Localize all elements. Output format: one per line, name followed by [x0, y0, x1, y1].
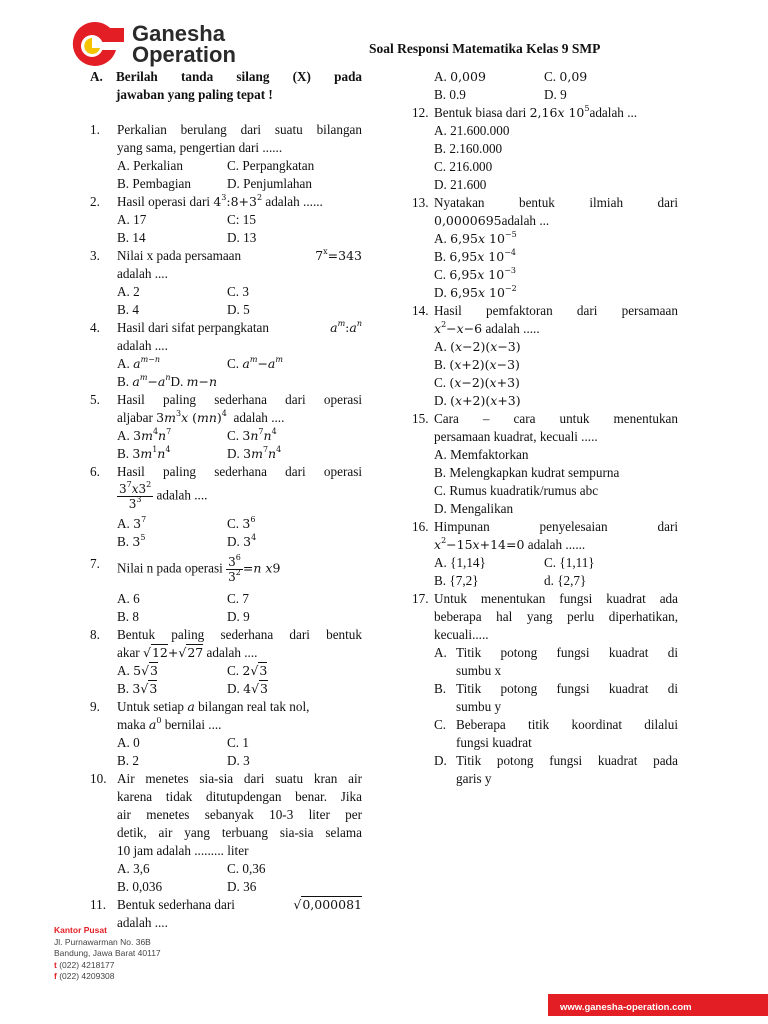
question-text: karena tidak ditutupdengan benar. Jika — [117, 789, 362, 804]
math-expression: $a^m:a^n$ — [330, 319, 362, 335]
question-text: adalah ..... — [485, 321, 540, 336]
question-text: adalah ... — [589, 105, 638, 120]
question-text: bernilai .... — [164, 717, 222, 732]
question-10 — [90, 770, 362, 896]
option-c[interactable]: C. 6,95x $10^{-3}$ — [434, 266, 516, 282]
option-c[interactable]: C. 2√3 — [227, 663, 268, 678]
option-d[interactable]: D. 9 — [227, 609, 250, 624]
math-fraction: $\frac{3^6}{3^2}$ — [228, 553, 241, 584]
question-text: adalah .... — [156, 487, 208, 503]
question-text: adalah ...... — [527, 537, 586, 552]
option-d[interactable]: D. 13 — [227, 230, 257, 245]
question-6 — [90, 463, 362, 551]
option-a[interactable]: A. 0,009 — [434, 69, 486, 84]
option-a[interactable]: A. 6 — [117, 591, 140, 606]
option-c[interactable]: C. 7 — [227, 591, 249, 606]
math-expression: $4^3:8+3^2$ — [213, 193, 263, 209]
option-c[interactable]: C. 216.000 — [434, 159, 493, 174]
question-8 — [90, 626, 362, 698]
question-number: 2. — [90, 194, 100, 209]
option-a[interactable]: A. $3m^4n^7$ — [117, 427, 172, 443]
question-text: akar — [117, 645, 140, 660]
question-text: Hasil paling sederhana dari operasi — [117, 392, 362, 407]
question-number: 4. — [90, 320, 100, 335]
option-b[interactable]: B. 0,036 — [117, 879, 163, 894]
option-a[interactable]: A. 6,95x $10^{-5}$ — [434, 230, 517, 246]
question-text: 10 jam adalah ......... liter — [117, 843, 249, 858]
option-c[interactable]: C. {1,11} — [544, 555, 595, 570]
question-number: 6. — [90, 464, 100, 479]
left-column — [90, 68, 362, 932]
question-text: kecuali..... — [434, 627, 489, 642]
option-a[interactable]: A. 5√3 — [117, 663, 158, 678]
option-d[interactable]: D. 3 — [227, 753, 250, 768]
option-d[interactable]: D. $3^4$ — [227, 533, 257, 549]
phone-line: t (022) 4218177 — [54, 959, 115, 970]
question-13 — [412, 194, 678, 302]
question-9: 9. Untuk setiap a bilangan real tak nol, maka $a^0$ bernilai .... A. 0 C. 1 B. 2 D. 3 — [90, 698, 362, 770]
option-d[interactable]: D. 36 — [227, 879, 257, 894]
option-d[interactable]: D. (x+2)(x+3) — [434, 393, 521, 408]
question-text: adalah .... — [233, 410, 285, 425]
question-text: Perkalian berulang dari suatu bilangan — [117, 122, 362, 137]
option-d[interactable]: D. 4√3 — [227, 681, 268, 696]
footer-address — [54, 925, 161, 983]
question-text: Nilai n pada operasi — [117, 560, 223, 576]
question-text: Hasil operasi dari — [117, 194, 211, 209]
question-text: Cara – cara untuk menentukan — [434, 411, 678, 426]
question-number: 3. — [90, 248, 100, 263]
section-text-line1: Berilah tanda silang (X) pada — [116, 69, 362, 84]
section-a-instruction — [90, 68, 362, 104]
question-number: 5. — [90, 392, 100, 407]
math-expression: √0,000081 — [293, 897, 362, 912]
question-text: Hasil dari sifat perpangkatan — [117, 320, 269, 335]
question-text: yang sama, pengertian dari ...... — [117, 140, 283, 155]
option-b[interactable]: B. Melengkapkan kudrat sempurna — [434, 465, 620, 480]
question-text: adalah .... — [206, 645, 258, 660]
option-b[interactable]: B. 2 — [117, 753, 139, 768]
question-text: Nyatakan bentuk ilmiah dari — [434, 195, 678, 210]
question-14 — [412, 302, 678, 410]
question-5 — [90, 391, 362, 463]
option-d[interactable]: D. 6,95x $10^{-2}$ — [434, 284, 517, 300]
question-12 — [412, 104, 678, 194]
question-text: maka — [117, 717, 146, 732]
option-b[interactable]: B. 8 — [117, 609, 139, 624]
option-d[interactable]: D. Titik potong fungsi kuadrat pada garis y — [434, 753, 678, 786]
question-text: Air menetes sia-sia dari suatu kran air — [117, 771, 362, 786]
section-text-line2: jawaban yang paling tepat ! — [116, 87, 273, 102]
option-d[interactable]: D. 5 — [227, 302, 250, 317]
question-11-options — [412, 68, 678, 104]
document-title: Soal Responsi Matematika Kelas 9 SMP — [369, 41, 601, 56]
address-line1: Jl. Purnawarman No. 36B — [54, 936, 151, 947]
option-b[interactable]: B. $3m^1n^4$ — [117, 445, 171, 461]
option-a[interactable]: A. Memfaktorkan — [434, 447, 529, 462]
brand-logo — [66, 20, 266, 70]
option-c[interactable]: C. $a^m-a^m$ — [227, 355, 283, 371]
question-text: bilangan real tak nol, — [198, 699, 310, 714]
option-a[interactable]: A. $3^7$ — [117, 515, 147, 531]
brand-name — [132, 23, 236, 65]
option-b[interactable]: B. 6,95x $10^{-4}$ — [434, 248, 516, 264]
question-15 — [412, 410, 678, 518]
option-c[interactable]: C. Beberapa titik koordinat dilalui fungsi kuadrat — [434, 717, 678, 750]
website-link[interactable]: www.ganesha-operation.com — [560, 1002, 692, 1013]
question-text: Hasil paling sederhana dari operasi — [117, 464, 362, 479]
option-a[interactable]: A. {1,14} — [434, 555, 486, 570]
question-text: beberapa hal yang perlu diperhatikan, — [434, 609, 678, 624]
question-number: 10. — [90, 771, 107, 786]
option-b[interactable]: B. 2.160.000 — [434, 141, 503, 156]
option-c[interactable]: C. $3^6$ — [227, 515, 256, 531]
question-text: Bentuk biasa dari — [434, 105, 527, 120]
question-text: Nilai x pada persamaan — [117, 248, 242, 263]
question-text: adalah .... — [117, 338, 168, 353]
question-number: 7. — [90, 556, 100, 571]
question-2 — [90, 193, 362, 247]
option-c[interactable]: C. 3 — [227, 284, 249, 299]
option-c[interactable]: C. 0,36 — [227, 861, 266, 876]
option-b[interactable]: B. 14 — [117, 230, 146, 245]
question-text: Bentuk sederhana dari — [117, 897, 235, 912]
math-expression: $x^2-x-6$ — [434, 320, 483, 336]
question-number: 17. — [412, 591, 429, 606]
fax-line: f (022) 4209308 — [54, 971, 115, 981]
option-c[interactable]: C. Perpangkatan — [227, 158, 315, 173]
option-a[interactable]: A. 21.600.000 — [434, 123, 510, 138]
option-c[interactable]: C. (x−2)(x+3) — [434, 375, 520, 390]
right-column — [412, 68, 678, 788]
math-expression: √12+√27 — [143, 645, 204, 660]
option-b[interactable]: B. 0.9 — [434, 87, 466, 102]
question-number: 12. — [412, 105, 429, 120]
option-c[interactable]: C. Rumus kuadratik/rumus abc — [434, 483, 599, 498]
option-b[interactable]: B. 4 — [117, 302, 139, 317]
question-text: Untuk setiap — [117, 699, 185, 714]
question-4 — [90, 319, 362, 391]
math-expression: $3m^3x$ (mn)$^4$ — [156, 409, 227, 425]
question-text: aljabar — [117, 410, 153, 425]
section-text — [116, 68, 362, 104]
question-text: adalah .... — [117, 915, 168, 930]
option-c[interactable]: C. 1 — [227, 735, 249, 750]
question-text: adalah .... — [117, 266, 168, 281]
option-a[interactable]: A. 3,6 — [117, 861, 150, 876]
question-17 — [412, 590, 678, 788]
brand-name-line2: Operation — [132, 42, 236, 67]
question-16 — [412, 518, 678, 590]
question-number: 16. — [412, 519, 429, 534]
option-b[interactable]: B. $3^5$ — [117, 533, 146, 549]
option-a[interactable]: A. 17 — [117, 212, 147, 227]
option-b[interactable]: B. Pembagian — [117, 176, 191, 191]
option-b[interactable]: B. 3√3 — [117, 681, 158, 696]
question-text: adalah ...... — [265, 194, 323, 209]
option-a[interactable]: A. (x−2)(x−3) — [434, 339, 521, 354]
question-number: 9. — [90, 699, 100, 714]
option-d[interactable]: D. 21.600 — [434, 177, 487, 192]
ganesha-logo-icon — [66, 20, 128, 70]
office-label: Kantor Pusat — [54, 925, 107, 935]
option-b[interactable]: B. {7,2} — [434, 573, 479, 588]
question-7: 7. Nilai n pada operasi $\frac{3^6}{3^2}$ =n x9 A. 6 C. 7 B. 8 D. 9 — [90, 555, 362, 626]
option-a[interactable]: A. 2 — [117, 284, 140, 299]
math-expression: $7^x=343$ — [315, 247, 362, 263]
option-a[interactable]: A. $a^{m-n}$ — [117, 355, 161, 371]
math-fraction: $\frac{3^7x3^2}{3^3}$ — [119, 480, 152, 511]
question-number: 11. — [90, 897, 106, 912]
option-c[interactable]: C. $3n^7n^4$ — [227, 427, 277, 443]
question-number: 13. — [412, 195, 429, 210]
option-d[interactable]: D. 9 — [544, 87, 567, 102]
question-1 — [90, 121, 362, 193]
option-b[interactable]: B. (x+2)(x−3) — [434, 357, 520, 372]
question-text: adalah ... — [501, 213, 550, 228]
option-d[interactable]: d. {2,7} — [544, 573, 587, 588]
option-d[interactable]: D. m−n — [170, 374, 218, 389]
question-text: detik, air yang terbuang sia-sia selama — [117, 825, 362, 840]
option-c[interactable]: C. 0,09 — [544, 69, 588, 84]
option-d[interactable]: D. $3m^7n^4$ — [227, 445, 282, 461]
math-expression: 0,0000695 — [434, 213, 502, 228]
question-3 — [90, 247, 362, 319]
option-c[interactable]: C: 15 — [227, 212, 256, 227]
option-a[interactable]: A. 0 — [117, 735, 140, 750]
section-letter: A. — [90, 69, 103, 84]
question-text: Hasil pemfaktoran dari persamaan — [434, 303, 678, 318]
question-text: Bentuk paling sederhana dari bentuk — [117, 627, 362, 642]
question-text: Himpunan penyelesaian dari — [434, 519, 678, 534]
option-d[interactable]: D. Penjumlahan — [227, 176, 312, 191]
address-line2: Bandung, Jawa Barat 40117 — [54, 948, 161, 958]
option-a[interactable]: A. Perkalian — [117, 158, 183, 173]
math-expression: 2,16x $10^5$ — [529, 104, 590, 120]
question-text: persamaan kuadrat, kecuali ..... — [434, 429, 598, 444]
option-b[interactable]: B. Titik potong fungsi kuadrat di sumbu y — [434, 681, 678, 714]
option-a[interactable]: A. Titik potong fungsi kuadrat di sumbu x — [434, 645, 678, 678]
question-text: air menetes sebanyak 10-3 liter per — [117, 807, 362, 822]
question-number: 15. — [412, 411, 429, 426]
option-d[interactable]: D. Mengalikan — [434, 501, 514, 516]
math-expression: $x^2-15x+14=0$ — [434, 536, 525, 552]
question-number: 1. — [90, 122, 100, 137]
brand-name-line1: Ganesha — [132, 21, 225, 46]
option-b[interactable]: B. $a^m-a^n$ — [117, 373, 171, 389]
question-number: 14. — [412, 303, 429, 318]
question-number: 8. — [90, 627, 100, 642]
question-text: Untuk menentukan fungsi kuadrat ada — [434, 591, 678, 606]
